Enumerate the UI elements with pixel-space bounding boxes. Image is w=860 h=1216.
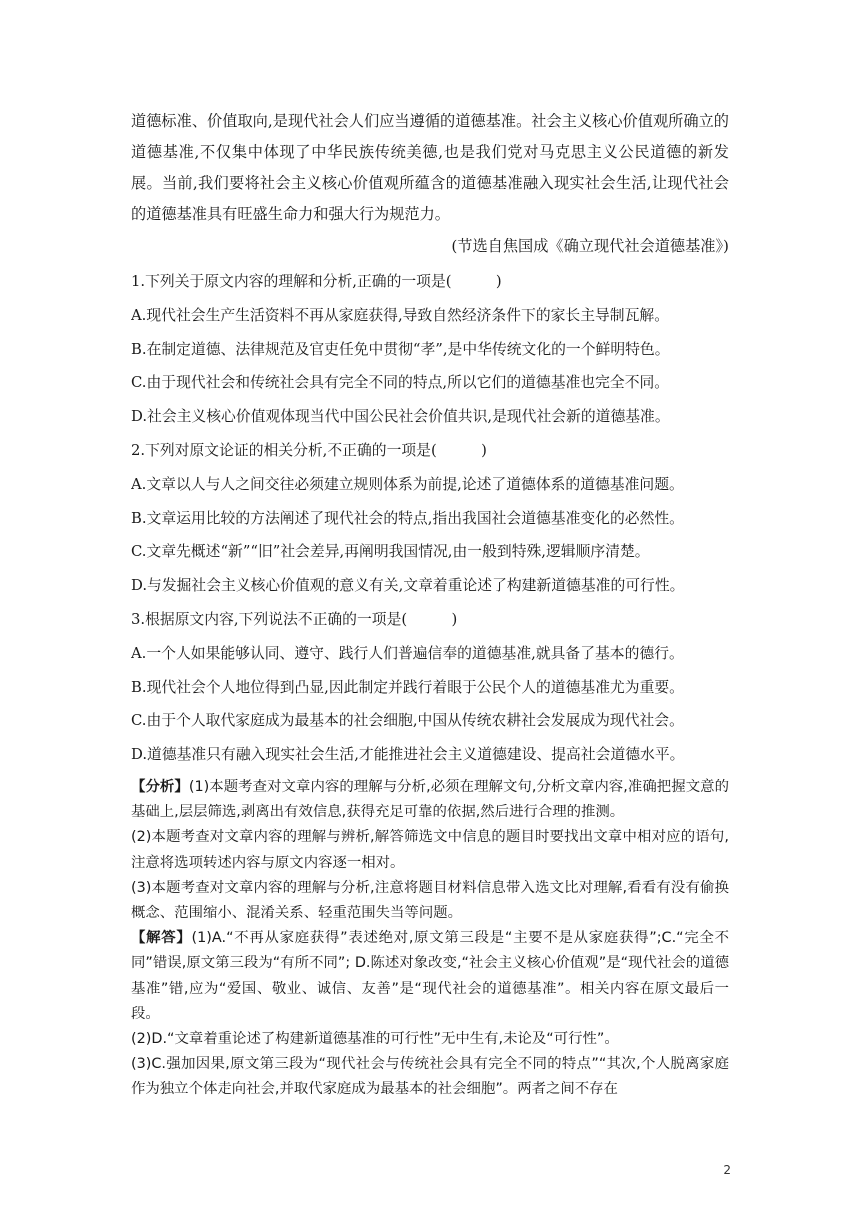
source-citation: (节选自焦国成《确立现代社会道德基准》) (451, 237, 729, 255)
solution-paragraph-2: (2)D.“文章着重论述了构建新道德基准的可行性”无中生有,未论及“可行性”。 (131, 1030, 619, 1047)
option-b: B.文章运用比较的方法阐述了现代社会的特点,指出我国社会道德基准变化的必然性。 (131, 509, 684, 527)
question-stem: 2.下列对原文论证的相关分析,不正确的一项是( ) (131, 441, 487, 459)
question-2 (131, 434, 729, 603)
analysis-paragraph-3: (3)本题考查对文章内容的理解与分析,注意将题目材料信息带入选文比对理解,看看有没有偷换概念、范围缩小、混淆关系、轻重范围失当等问题。 (131, 879, 729, 921)
analysis-paragraph-2: (2)本题考查对文章内容的理解与辨析,解答筛选文中信息的题目时要找出文章中相对应的语句,注意将选项转述内容与原文内容逐一相对。 (131, 829, 729, 871)
analysis-paragraph-1: 【分析】(1)本题考查对文章内容的理解与分析,必须在理解文句,分析文章内容,准确把握文意的基础上,层层筛选,剥离出有效信息,获得充足可靠的依据,然后进行合理的推测。 (131, 778, 729, 821)
option-c: C.文章先概述“新”“旧”社会差异,再阐明我国情况,由一般到特殊,逻辑顺序清楚。 (131, 543, 650, 561)
solution-paragraph-1: 【解答】(1)A.“不再从家庭获得”表述绝对,原文第三段是“主要不是从家庭获得”;C.“完全不同”错误,原文第三段为“有所不同”; D.陈述对象改变,“社会主义核心价值观”是“现代社会的道德基准”错,应为“爱国、敬业、诚信、友善”是“现代社会的道德基准”。相关内容在原文最后一段。 (131, 930, 729, 1022)
question-3 (131, 603, 729, 772)
passage-paragraph: 道德标准、价值取向,是现代社会人们应当遵循的道德基准。社会主义核心价值观所确立的道德基准,不仅集中体现了中华民族传统美德,也是我们党对马克思主义公民道德的新发展。当前,我们要将社会主义核心价值观所蕴含的道德基准融入现实社会生活,让现代社会的道德基准具有旺盛生命力和强大行为规范力。 (131, 112, 729, 223)
option-b: B.现代社会个人地位得到凸显,因此制定并践行着眼于公民个人的道德基准尤为重要。 (131, 678, 684, 696)
option-d: D.与发掘社会主义核心价值观的意义有关,文章着重论述了构建新道德基准的可行性。 (131, 577, 685, 595)
option-d: D.道德基准只有融入现实社会生活,才能推进社会主义道德建设、提高社会道德水平。 (131, 746, 685, 764)
question-stem: 3.根据原文内容,下列说法不正确的一项是( ) (131, 610, 458, 628)
question-stem: 1.下列关于原文内容的理解和分析,正确的一项是( ) (131, 273, 502, 290)
solution-tag: 【解答】 (131, 930, 192, 947)
question-1 (131, 265, 729, 434)
page-content (131, 106, 729, 1103)
option-d: D.社会主义核心价值观体现当代中国公民社会价值共识,是现代社会新的道德基准。 (131, 408, 670, 426)
option-b: B.在制定道德、法律规范及官吏任免中贯彻“孝”,是中华传统文化的一个鲜明特色。 (131, 340, 670, 358)
option-a: A.文章以人与人之间交往必须建立规则体系为前提,论述了道德体系的道德基准问题。 (131, 475, 684, 493)
option-a: A.一个人如果能够认同、遵守、践行人们普遍信奉的道德基准,就具备了基本的德行。 (131, 644, 684, 662)
solution-paragraph-3: (3)C.强加因果,原文第三段为“现代社会与传统社会具有完全不同的特点”“其次,个人脱离家庭作为独立个体走向社会,并取代家庭成为最基本的社会细胞”。两者之间不存在 (131, 1056, 729, 1098)
analysis-section (131, 775, 729, 1103)
option-a: A.现代社会生产生活资料不再从家庭获得,导致自然经济条件下的家长主导制瓦解。 (131, 306, 669, 324)
page-number: 2 (723, 1163, 731, 1177)
option-c: C.由于现代社会和传统社会具有完全不同的特点,所以它们的道德基准也完全不同。 (131, 374, 670, 392)
option-c: C.由于个人取代家庭成为最基本的社会细胞,中国从传统农耕社会发展成为现代社会。 (131, 712, 684, 730)
analysis-tag: 【分析】 (131, 778, 189, 795)
